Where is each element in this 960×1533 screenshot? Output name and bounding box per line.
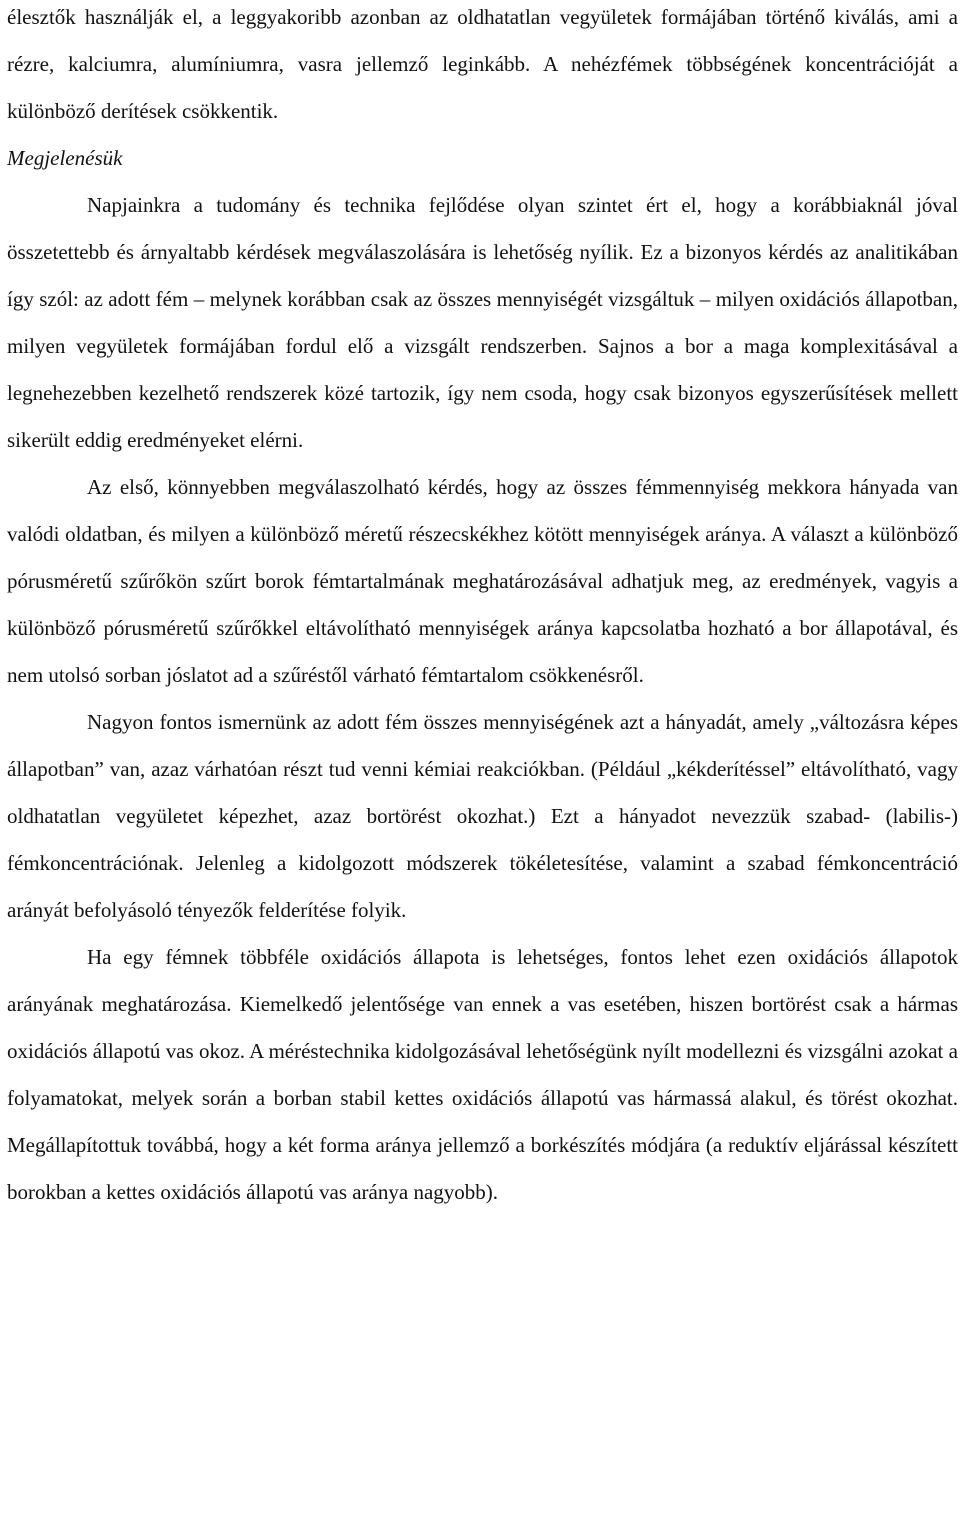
paragraph-oxidation-states: Ha egy fémnek többféle oxidációs állapota is lehetséges, fontos lehet ezen oxidációs állapotok arányának meghatározása. Kiemelkedő jelentősége van ennek a vas esetében, hiszen bortörést csak a hármas oxidációs állapotú vas okoz. A méréstechnika kidolgozásával lehetőségünk nyílt modellezni és vizsgálni azokat a folyamatokat, melyek során a borban stabil kettes oxidációs állapotú vas hármassá alakul, és törést okozhat. Megállapítottuk továbbá, hogy a két forma aránya jellemző a borkészítés módjára (a reduktív eljárással készített borokban a kettes oxidációs állapotú vas aránya nagyobb). [7, 945, 958, 1204]
paragraph-continuation: élesztők használják el, a leggyakoribb azonban az oldhatatlan vegyületek formájában történő kiválás, ami a rézre, kalciumra, alumíniumra, vasra jellemző leginkább. A nehézfémek többségének koncentrációját a különböző derítések csökkentik. [7, 5, 958, 123]
paragraph-intro: Napjainkra a tudomány és technika fejlődése olyan szintet ért el, hogy a korábbiaknál jóval összetettebb és árnyaltabb kérdések megválaszolására is lehetőség nyílik. Ez a bizonyos kérdés az analitikában így szól: az adott fém – melynek korábban csak az összes mennyiségét vizsgáltuk – milyen oxidációs állapotban, milyen vegyületek formájában fordul elő a vizsgált rendszerben. Sajnos a bor a maga komplexitásával a legnehezebben kezelhető rendszerek közé tartozik, így nem csoda, hogy csak bizonyos egyszerűsítések mellett sikerült eddig eredményeket elérni. [7, 193, 958, 452]
paragraph-filtration: Az első, könnyebben megválaszolható kérdés, hogy az összes fémmennyiség mekkora hányada van valódi oldatban, és milyen a különböző méretű részecskékhez kötött mennyiségek aránya. A választ a különböző pórusméretű szűrőkön szűrt borok fémtartalmának meghatározásával adhatjuk meg, az eredmények, vagyis a különböző pórusméretű szűrőkkel eltávolítható mennyiségek aránya kapcsolatba hozható a bor állapotával, és nem utolsó sorban jóslatot ad a szűréstől várható fémtartalom csökkenésről. [7, 475, 958, 687]
paragraph-free-metal: Nagyon fontos ismernünk az adott fém összes mennyiségének azt a hányadát, amely „változásra képes állapotban” van, azaz várhatóan részt tud venni kémiai reakciókban. (Például „kékderítéssel” eltávolítható, vagy oldhatatlan vegyületet képezhet, azaz bortörést okozhat.) Ezt a hányadot nevezzük szabad- (labilis-) fémkoncentrációnak. Jelenleg a kidolgozott módszerek tökéletesítése, valamint a szabad fémkoncentráció arányát befolyásoló tényezők felderítése folyik. [7, 710, 958, 922]
section-heading: Megjelenésük [7, 146, 123, 170]
